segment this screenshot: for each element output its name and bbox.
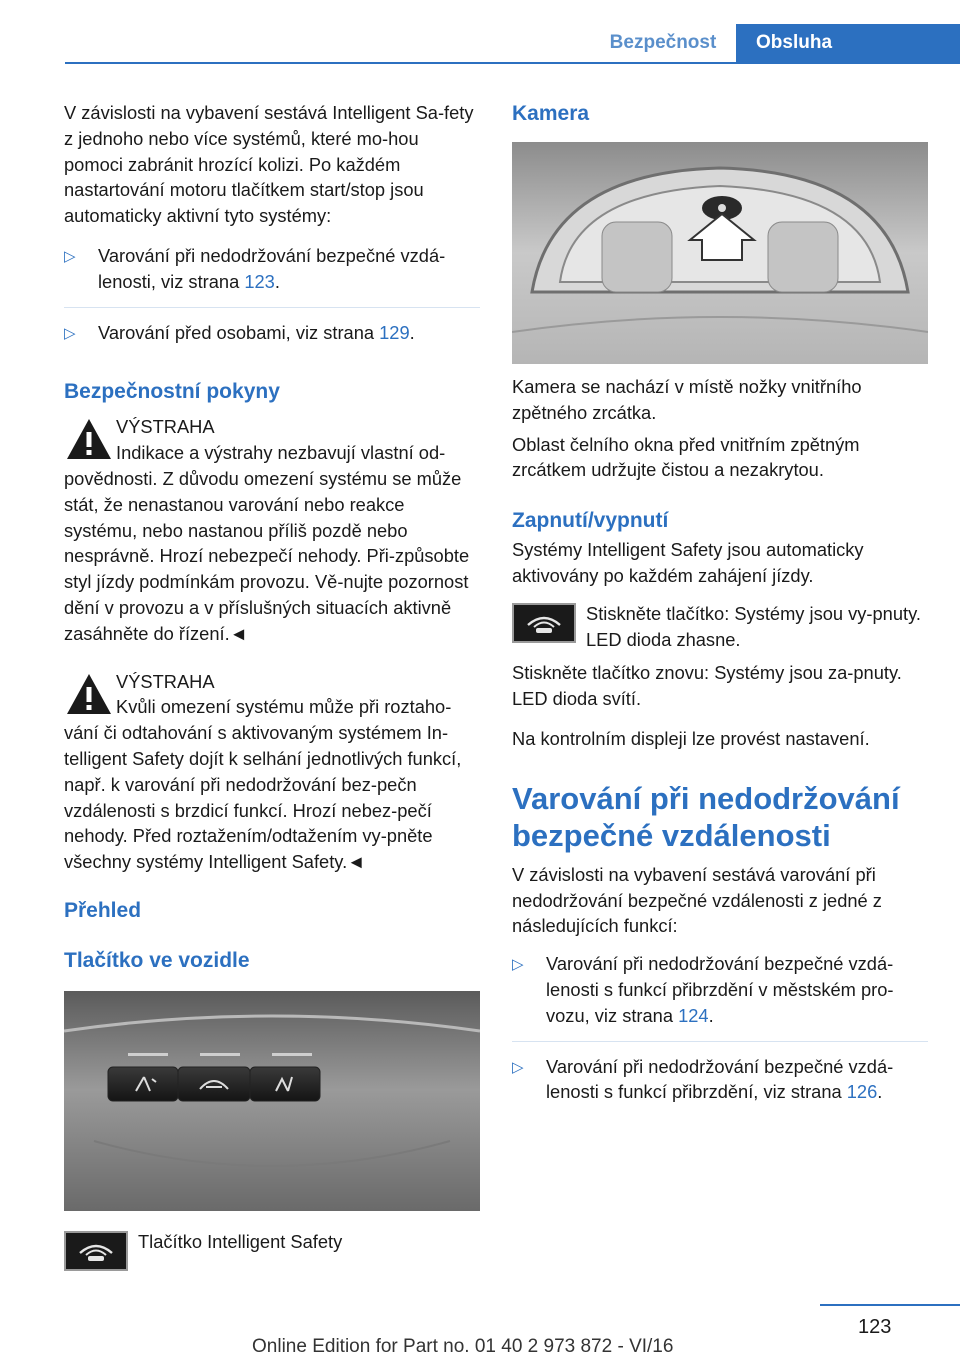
warning-first-line: Indikace a výstrahy nezbavují vlastní od- bbox=[116, 442, 446, 464]
press-once-row bbox=[512, 601, 928, 653]
header-chapter-tab[interactable]: Obsluha bbox=[736, 24, 960, 62]
list-item-text: Varování před osobami, viz strana bbox=[98, 321, 380, 343]
list-item bbox=[64, 320, 480, 359]
button-caption: Tlačítko Intelligent Safety bbox=[138, 1230, 343, 1252]
bullet-triangle-icon: ▷ bbox=[512, 956, 524, 974]
press-again-text: Stiskněte tlačítko znovu: Systémy jsou za-pnuty. LED dioda svítí. bbox=[512, 662, 902, 710]
intro-paragraph: V závislosti na vybavení sestává Intelligent Sa-fety z jednoho nebo více systémů, které mo-hou pomoci zabránit hrozící kolizi. Po každém nastartování motoru tlačítkem start/stop jsou automaticky aktivní tyto systémy: bbox=[64, 102, 474, 227]
camera-text-2: Oblast čelního okna před vnitřním zpětným zrcátkem udržujte čistou a nezakrytou. bbox=[512, 433, 860, 481]
distance-heading: Varování při nedodržování bezpečné vzdálenosti bbox=[512, 780, 900, 853]
list-item bbox=[512, 951, 928, 1041]
button-heading: Tlačítko ve vozidle bbox=[64, 948, 250, 972]
bullet-triangle-icon: ▷ bbox=[64, 324, 76, 342]
safety-heading: Bezpečnostní pokyny bbox=[64, 380, 280, 404]
list-item-end: . bbox=[877, 1081, 883, 1103]
list-item-end: . bbox=[409, 321, 415, 343]
warning-title: VÝSTRAHA bbox=[116, 416, 215, 438]
warning-triangle-icon bbox=[64, 416, 114, 462]
intelligent-safety-button-icon bbox=[64, 1231, 128, 1271]
right-column bbox=[512, 100, 928, 1130]
distance-intro: V závislosti na vybavení sestává varování při nedodržování bezpečné vzdálenosti z jedné z následujících funkcí: bbox=[512, 863, 882, 937]
list-item-end: . bbox=[708, 1004, 714, 1026]
button-panel-photo bbox=[64, 991, 480, 1211]
left-column bbox=[64, 100, 480, 1255]
intelligent-safety-button-icon bbox=[512, 603, 576, 643]
warning-triangle-icon bbox=[64, 671, 114, 717]
list-item bbox=[512, 1054, 928, 1119]
footer-rule bbox=[820, 1304, 960, 1306]
page-number: 123 bbox=[858, 1316, 892, 1338]
warning-first-line: Kvůli omezení systému může při roztaho- bbox=[116, 696, 452, 718]
onoff-heading: Zapnutí/vypnutí bbox=[512, 509, 669, 533]
overview-heading: Přehled bbox=[64, 898, 142, 922]
caption-row bbox=[64, 1229, 480, 1255]
list-item-end: . bbox=[274, 270, 280, 292]
page-link[interactable]: 123 bbox=[244, 270, 275, 292]
bullet-triangle-icon: ▷ bbox=[512, 1058, 524, 1076]
header-section-tab[interactable]: Bezpečnost bbox=[609, 32, 717, 53]
warning-text: vání či odtahování s aktivovaným systémem In-telligent Safety dojít k selhání jednotlivých funkcí, např. k varování při nedodržování bez-pečn vzdálenosti s brzdicí funkcí. Hrozí nebez-pečí nehody. Před roztažením/odtažením vy-pněte všechny systémy Intelligent Safety.◄ bbox=[64, 722, 462, 873]
list-item-text: Varování při nedodržování bezpečné vzdá-lenosti s funkcí přibrzdění, viz strana bbox=[546, 1055, 894, 1103]
list-item-text: Varování při nedodržování bezpečné vzdá-lenosti s funkcí přibrzdění v městském pro-vozu, viz strana bbox=[546, 953, 894, 1026]
page-link[interactable]: 124 bbox=[678, 1004, 709, 1026]
page-link[interactable]: 129 bbox=[379, 321, 410, 343]
warning-text: povědnosti. Z důvodu omezení systému se může stát, že nenastanou varování nebo reakce systému, nebo nastanou příliš pozdě nebo nesprávně. Hrozí nebezpečí nehody. Při-způsobte styl jízdy podmínkám provozu. Vě-nujte pozornost dění v provozu a v příslušných situacích aktivně zasáhněte do řízení.◄ bbox=[64, 467, 470, 644]
camera-heading: Kamera bbox=[512, 102, 590, 125]
display-note: Na kontrolním displeji lze provést nastavení. bbox=[512, 727, 870, 749]
page-link[interactable]: 126 bbox=[846, 1081, 878, 1103]
warning-title: VÝSTRAHA bbox=[116, 670, 215, 692]
warning-block bbox=[64, 414, 480, 646]
footer-edition: Online Edition for Part no. 01 40 2 973 872 - VI/16 bbox=[252, 1336, 674, 1357]
list-item-text: Varování při nedodržování bezpečné vzdá-lenosti, viz strana bbox=[98, 244, 446, 292]
warning-block bbox=[64, 669, 480, 875]
camera-photo bbox=[512, 142, 928, 364]
onoff-text: Systémy Intelligent Safety jsou automaticky aktivovány po každém zahájení jízdy. bbox=[512, 539, 864, 586]
list-item bbox=[64, 243, 480, 308]
camera-text-1: Kamera se nachází v místě nožky vnitřního zpětného zrcátka. bbox=[512, 376, 862, 423]
header-rule bbox=[65, 62, 960, 64]
bullet-triangle-icon: ▷ bbox=[64, 247, 76, 265]
press-once-text: Stiskněte tlačítko: Systémy jsou vy-pnuty. LED dioda zhasne. bbox=[586, 602, 921, 650]
